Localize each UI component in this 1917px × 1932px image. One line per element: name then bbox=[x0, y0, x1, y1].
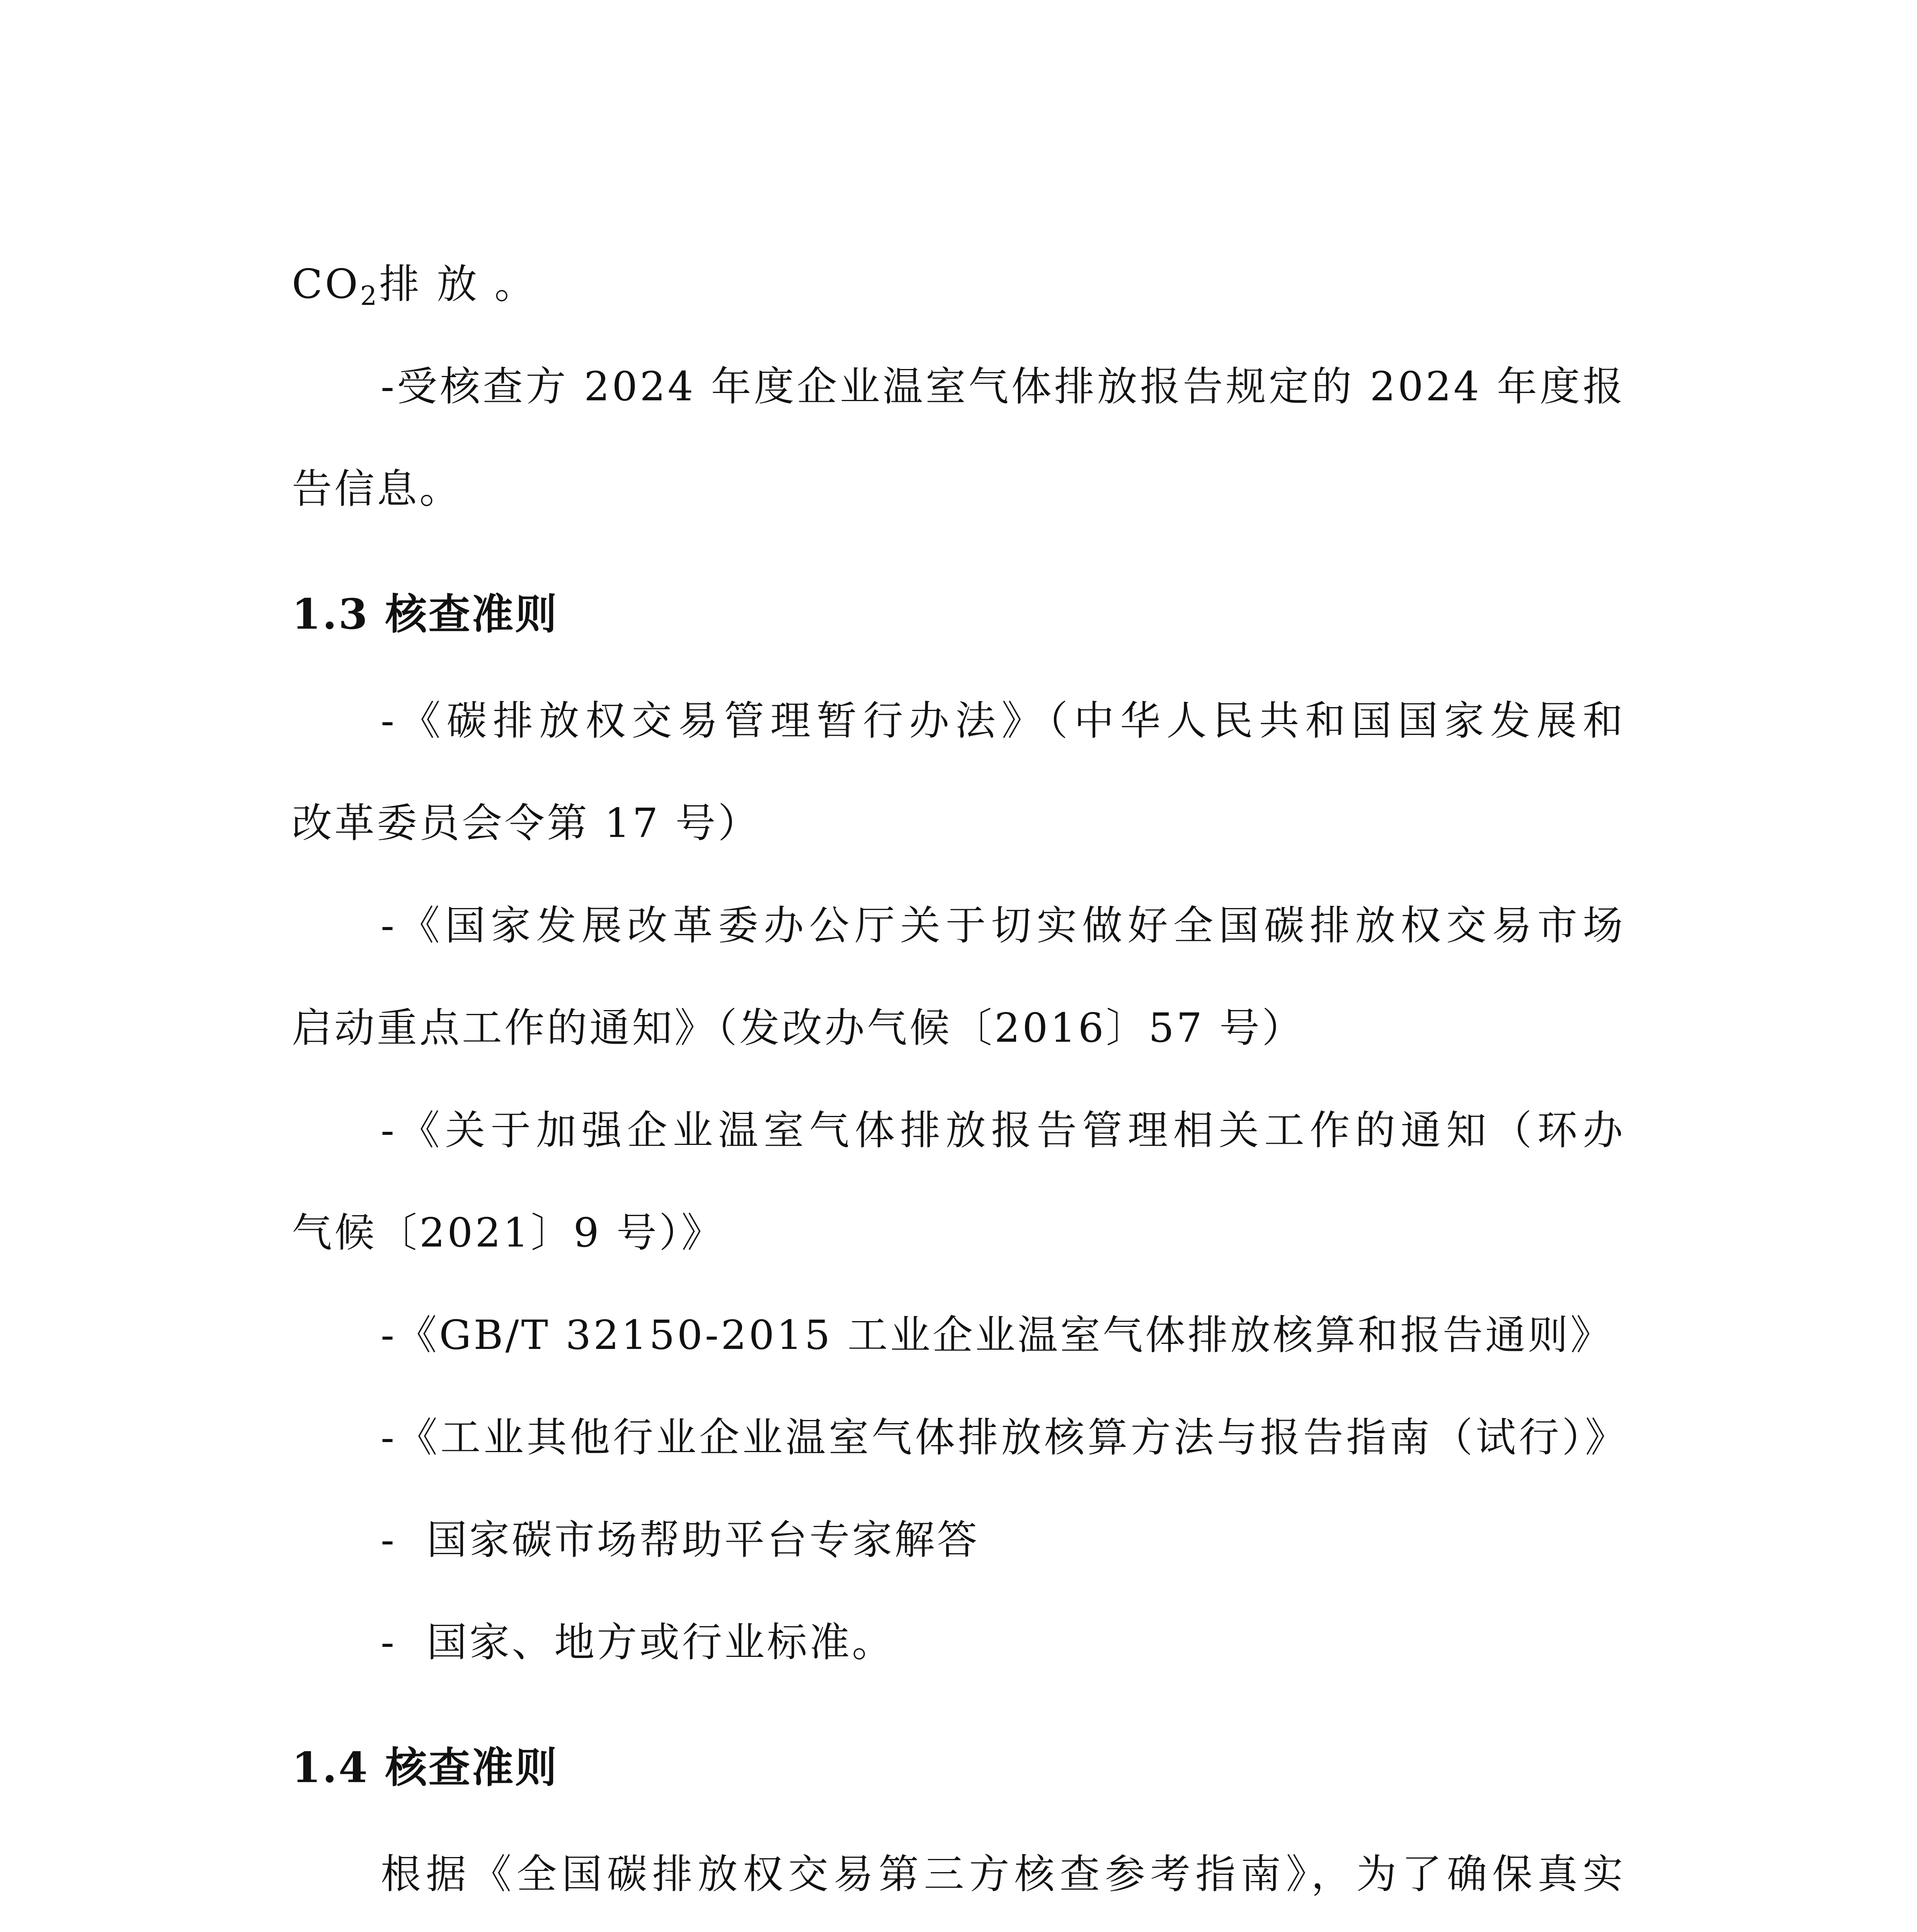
criteria-item-3-line1: -《关于加强企业温室气体排放报告管理相关工作的通知（环办 bbox=[381, 1107, 1625, 1154]
criteria-item-7: - 国家、地方或行业标准。 bbox=[381, 1619, 895, 1666]
criteria-item-1-line1: -《碳排放权交易管理暂行办法》（中华人民共和国国家发展和 bbox=[381, 697, 1625, 744]
criteria-item-3-line2: 气候〔2021〕9 号）》 bbox=[292, 1209, 724, 1256]
criteria-item-6: - 国家碳市场帮助平台专家解答 bbox=[381, 1516, 980, 1563]
co2-suffix: 排 放 。 bbox=[379, 260, 537, 308]
criteria-item-5: -《工业其他行业企业温室气体排放核算方法与报告指南（试行）》 bbox=[381, 1414, 1625, 1461]
section-1-4-heading: 1.4 核查准则 bbox=[292, 1743, 558, 1792]
criteria-item-1-line2: 改革委员会令第 17 号） bbox=[292, 799, 761, 847]
criteria-item-4: -《GB/T 32150-2015 工业企业温室气体排放核算和报告通则》 bbox=[381, 1311, 1613, 1359]
intro-paragraph-line2: 告信息。 bbox=[292, 465, 462, 512]
co2-prefix: CO bbox=[292, 260, 360, 308]
intro-line-co2 bbox=[292, 257, 1625, 323]
co2-subscript: 2 bbox=[360, 281, 380, 311]
intro-paragraph-line1: -受核查方 2024 年度企业温室气体排放报告规定的 2024 年度报 bbox=[381, 363, 1625, 410]
criteria-item-2-line1: -《国家发展改革委办公厅关于切实做好全国碳排放权交易市场 bbox=[381, 902, 1625, 949]
principles-paragraph-line1: 根据《全国碳排放权交易第三方核查参考指南》，为了确保真实 bbox=[381, 1850, 1625, 1898]
criteria-item-2-line2: 启动重点工作的通知》（发改办气候〔2016〕57 号） bbox=[292, 1004, 1305, 1051]
section-1-3-heading: 1.3 核查准则 bbox=[292, 590, 558, 639]
